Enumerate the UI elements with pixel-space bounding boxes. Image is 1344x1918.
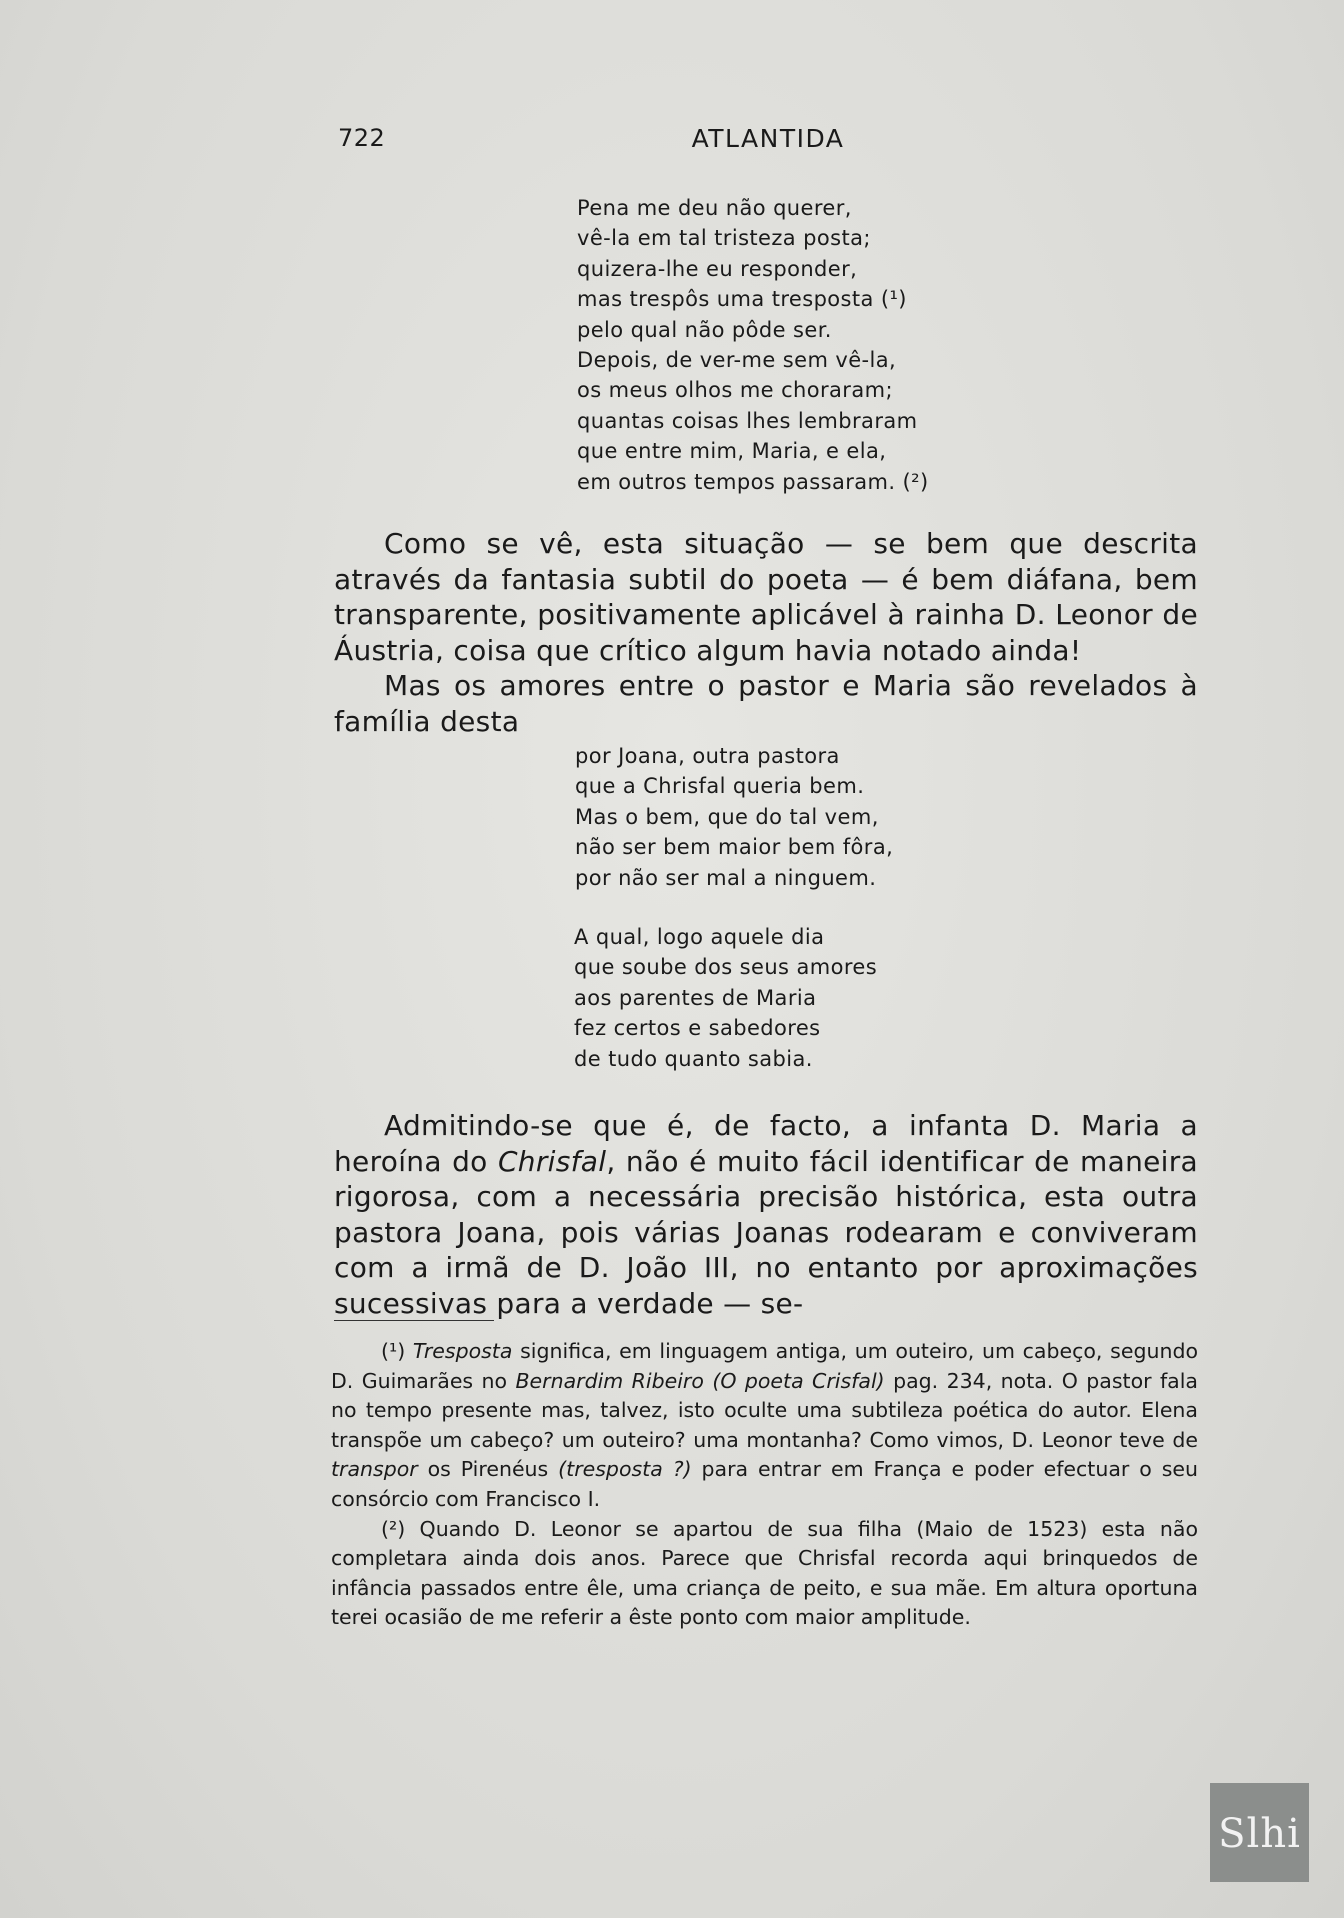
verse-line: por Joana, outra pastora (575, 744, 840, 768)
verse-line: quizera-lhe eu responder, (577, 256, 858, 281)
verse-line: mas trespôs uma tresposta (¹) (577, 287, 907, 312)
verse-line: quantas coisas lhes lembraram (577, 408, 918, 433)
verse-stanza-1 (577, 193, 929, 497)
library-watermark-logo (1210, 1783, 1309, 1882)
footnote-1 (331, 1337, 1198, 1515)
verse-line: Mas o bem, que do tal vem, (575, 804, 879, 829)
verse-line: não ser bem maior bem fôra, (575, 835, 894, 860)
text-run: os Pirenéus (417, 1457, 559, 1482)
verse-line: Depois, de ver-me sem vê-la, (577, 348, 897, 373)
verse-line: A qual, logo aquele dia (574, 925, 825, 949)
footnote-2 (331, 1515, 1198, 1633)
verse-line: por não ser mal a ninguem. (575, 865, 877, 890)
verse-line: aos parentes de Maria (574, 985, 817, 1010)
body-text-1 (334, 526, 1198, 740)
text-run: Admitindo-se que é, de facto, a infanta D. Maria a heroína do (334, 1109, 1198, 1178)
text-run: Quando D. Leonor se apartou de sua filha (Maio de 1523) esta não completara ainda dois anos. Parece que Chrisfal recorda aqui brinquedos de infância passados entre êle, uma criança de peito, e sua mãe. Em altura oportuna terei ocasião de me referir a êste ponto com maior amplitude. (331, 1516, 1198, 1630)
verse-line: os meus olhos me choraram; (577, 378, 893, 403)
verse-stanza-3 (574, 922, 877, 1074)
body-text-2 (334, 1108, 1198, 1322)
verse-stanza-2 (575, 741, 893, 893)
verse-line: Pena me deu não querer, (577, 196, 852, 220)
verse-line: que a Chrisfal queria bem. (575, 774, 865, 799)
verse-line: fez certos e sabedores (574, 1016, 821, 1041)
verse-line: de tudo quanto sabia. (574, 1046, 813, 1071)
verse-line: que soube dos seus amores (574, 955, 878, 980)
page-header (338, 124, 1198, 158)
footnote-marker: (¹) (381, 1339, 406, 1363)
paragraph: Como se vê, esta situação — se bem que descrita através da fantasia subtil do poeta — é bem diáfana, bem transparente, positivamente aplicável à rainha D. Leonor de Áustria, coisa que crítico algum havia notado ainda! (334, 527, 1198, 667)
watermark-text: Slhi (1218, 1811, 1301, 1857)
verse-line: pelo qual não pôde ser. (577, 317, 832, 342)
page-number: 722 (338, 124, 386, 152)
paragraph: Mas os amores entre o pastor e Maria são revelados à família desta (334, 669, 1198, 738)
text-run: pag. 234, nota. O pastor fala no tempo presente mas, talvez, isto oculte uma subtileza poética do autor. Elena transpõe um cabeço? um outeiro? uma montanha? Como vimos, D. Leonor teve de (331, 1368, 1198, 1452)
text-run: significa, em linguagem antiga, um outeiro, um cabeço, segundo D. Guimarães no (331, 1339, 1198, 1393)
footnote-term: Tresposta (412, 1339, 513, 1363)
verse-line: em outros tempos passaram. (²) (577, 469, 929, 494)
running-title: ATLANTIDA (691, 124, 845, 153)
verse-line: vê-la em tal tristeza posta; (577, 226, 871, 251)
footnote-divider (334, 1320, 494, 1321)
footnotes (331, 1337, 1198, 1633)
footnote-marker: (²) (381, 1516, 406, 1541)
footnote-verb: transpor (331, 1457, 418, 1482)
verse-line: que entre mim, Maria, e ela, (577, 439, 887, 464)
book-title: Chrisfal (497, 1144, 607, 1178)
footnote-parenthetical: (tresposta ?) (558, 1457, 692, 1482)
text-run: , não é muito fácil identificar de maneira rigorosa, com a necessária precisão histórica, esta outra pastora Joana, pois várias Joanas rodearam e conviveram com a irmã de D. João III, no entanto por aproximações sucessivas para a verdade — se- (334, 1144, 1198, 1320)
paragraph (334, 1108, 1198, 1322)
text-run: para entrar em França e poder efectuar o seu consórcio com Francisco I. (331, 1457, 1198, 1511)
footnote-book-title: Bernardim Ribeiro (O poeta Crisfal) (515, 1368, 885, 1393)
